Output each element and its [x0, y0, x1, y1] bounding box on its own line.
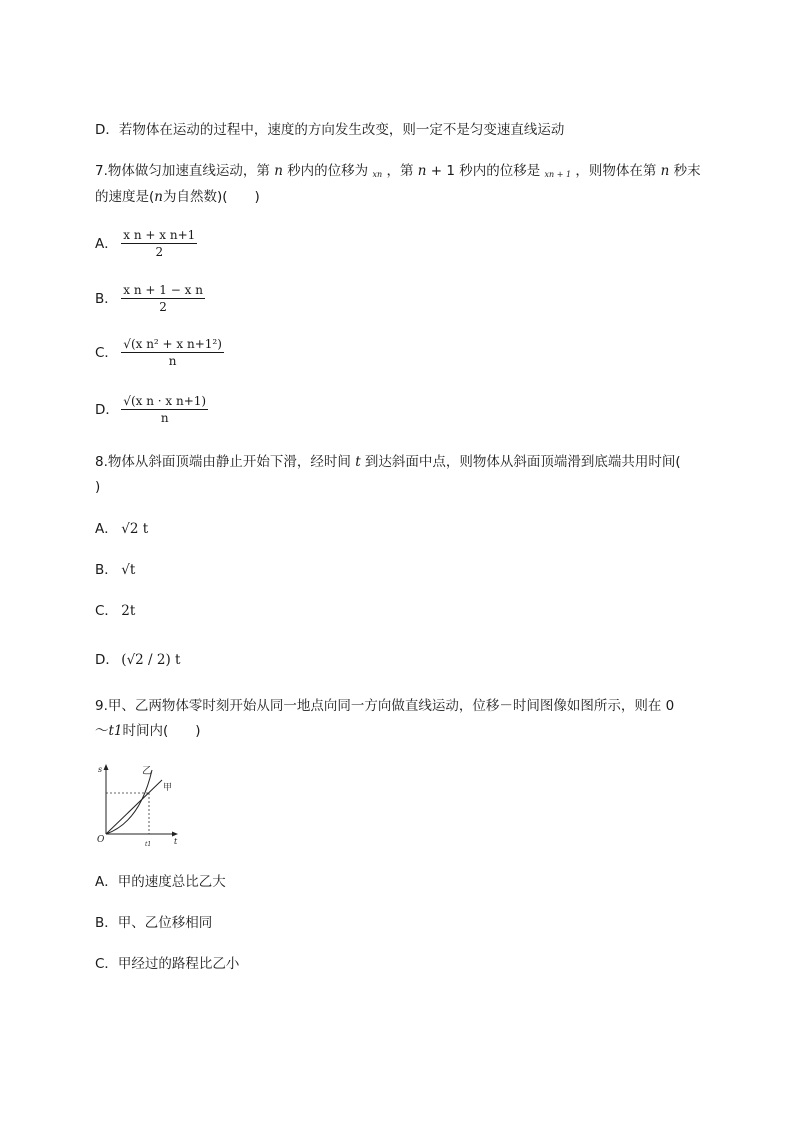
q9-text: ～ [95, 723, 109, 739]
q7-option-a[interactable] [95, 228, 197, 259]
x-axis-arrow [172, 832, 178, 837]
option-label: C． [95, 344, 118, 361]
q8-option-b[interactable] [95, 558, 135, 578]
line-jia-label: 甲 [163, 783, 173, 793]
q7-option-b[interactable] [95, 283, 205, 314]
x-axis-label: t [174, 837, 178, 846]
q8-option-b-value: √t [121, 562, 136, 578]
q8-option-d-value: (√2 / 2) t [121, 652, 181, 668]
fraction-numerator: √(x n · x n+1) [123, 394, 207, 408]
option-label: B． [95, 562, 118, 578]
q7-text: ，则物体在第 [575, 163, 657, 179]
q8-var-t: t [355, 454, 361, 470]
q8-option-c[interactable] [95, 599, 135, 619]
option-label: A． [95, 521, 118, 537]
fraction-numerator: √(x n² + x n+1²) [123, 337, 222, 351]
q7-option-b-fraction [121, 283, 205, 314]
option-label: D． [95, 401, 119, 418]
q9-option-a[interactable]: A．甲的速度总比乙大 [95, 874, 226, 890]
q7-text: 的速度是( [95, 189, 155, 205]
q8-stem-line2: ) [95, 479, 101, 495]
q7-option-c[interactable] [95, 337, 224, 368]
q7-var-n: n [660, 163, 670, 179]
origin-label: O [97, 835, 105, 845]
fraction-denominator: 2 [159, 300, 167, 314]
q8-option-a[interactable] [95, 517, 148, 537]
q8-option-a-value: √2 t [121, 521, 149, 537]
line-jia [106, 780, 162, 834]
fraction-numerator: x n + 1 − x n [123, 283, 203, 297]
q7-option-d[interactable] [95, 394, 208, 425]
t1-tick-label: t1 [145, 841, 152, 848]
fraction-numerator: x n + x n+1 [123, 228, 196, 242]
q9-stem-line1: 9.甲、乙两物体零时刻开始从同一地点向同一方向做直线运动，位移－时间图像如图所示，则在 0 [95, 698, 675, 714]
q7-stem-line2 [95, 187, 260, 207]
q8-text: 到达斜面中点，则物体从斜面顶端滑到底端共用时间( [364, 454, 681, 470]
q9-option-b[interactable]: B．甲、乙位移相同 [95, 915, 213, 931]
q9-stem-line2 [95, 721, 201, 741]
q7-stem-line1 [95, 161, 701, 185]
option-label: D． [95, 652, 119, 668]
q7-option-c-fraction [121, 337, 224, 368]
q7-option-d-fraction [121, 394, 208, 425]
q7-text: 7.物体做匀加速直线运动，第 [95, 163, 270, 179]
q7-option-a-fraction [121, 228, 197, 259]
option-label: A． [95, 235, 118, 252]
q7-var-n: n [417, 163, 427, 179]
q9-text: 时间内( ) [122, 723, 201, 739]
q9-var-t1: t1 [108, 723, 123, 739]
q7-text: 秒内的位移为 [287, 163, 369, 179]
curve-yi [106, 770, 152, 834]
q7-text: + 1 秒内的位移是 [430, 163, 541, 179]
q7-var-xn: xn [372, 170, 383, 179]
q7-text: 秒末 [673, 163, 701, 179]
y-axis-arrow [104, 764, 109, 770]
option-label: C． [95, 603, 118, 619]
q7-text: ，第 [386, 163, 414, 179]
option-label: B． [95, 290, 118, 307]
q7-text: 为自然数)( ) [162, 189, 260, 205]
q7-var-xn1: xn + 1 [544, 170, 572, 179]
fraction-denominator: 2 [155, 245, 164, 259]
q7-var-n: n [274, 163, 283, 179]
fraction-denominator: n [168, 354, 177, 368]
q8-option-c-value: 2t [121, 603, 136, 619]
q6-option-d: D．若物体在运动的过程中，速度的方向发生改变，则一定不是匀变速直线运动 [95, 122, 565, 138]
q8-text: 8.物体从斜面顶端由静止开始下滑，经时间 [95, 454, 351, 470]
q8-option-d[interactable] [95, 648, 180, 668]
fraction-denominator: n [160, 411, 169, 425]
q9-option-c[interactable]: C．甲经过的路程比乙小 [95, 956, 240, 972]
q8-stem-line1 [95, 452, 681, 472]
q7-var-n: n [154, 189, 163, 205]
displacement-time-graph [92, 760, 192, 850]
curve-yi-label: 乙 [142, 766, 152, 777]
y-axis-label: s [98, 765, 103, 774]
